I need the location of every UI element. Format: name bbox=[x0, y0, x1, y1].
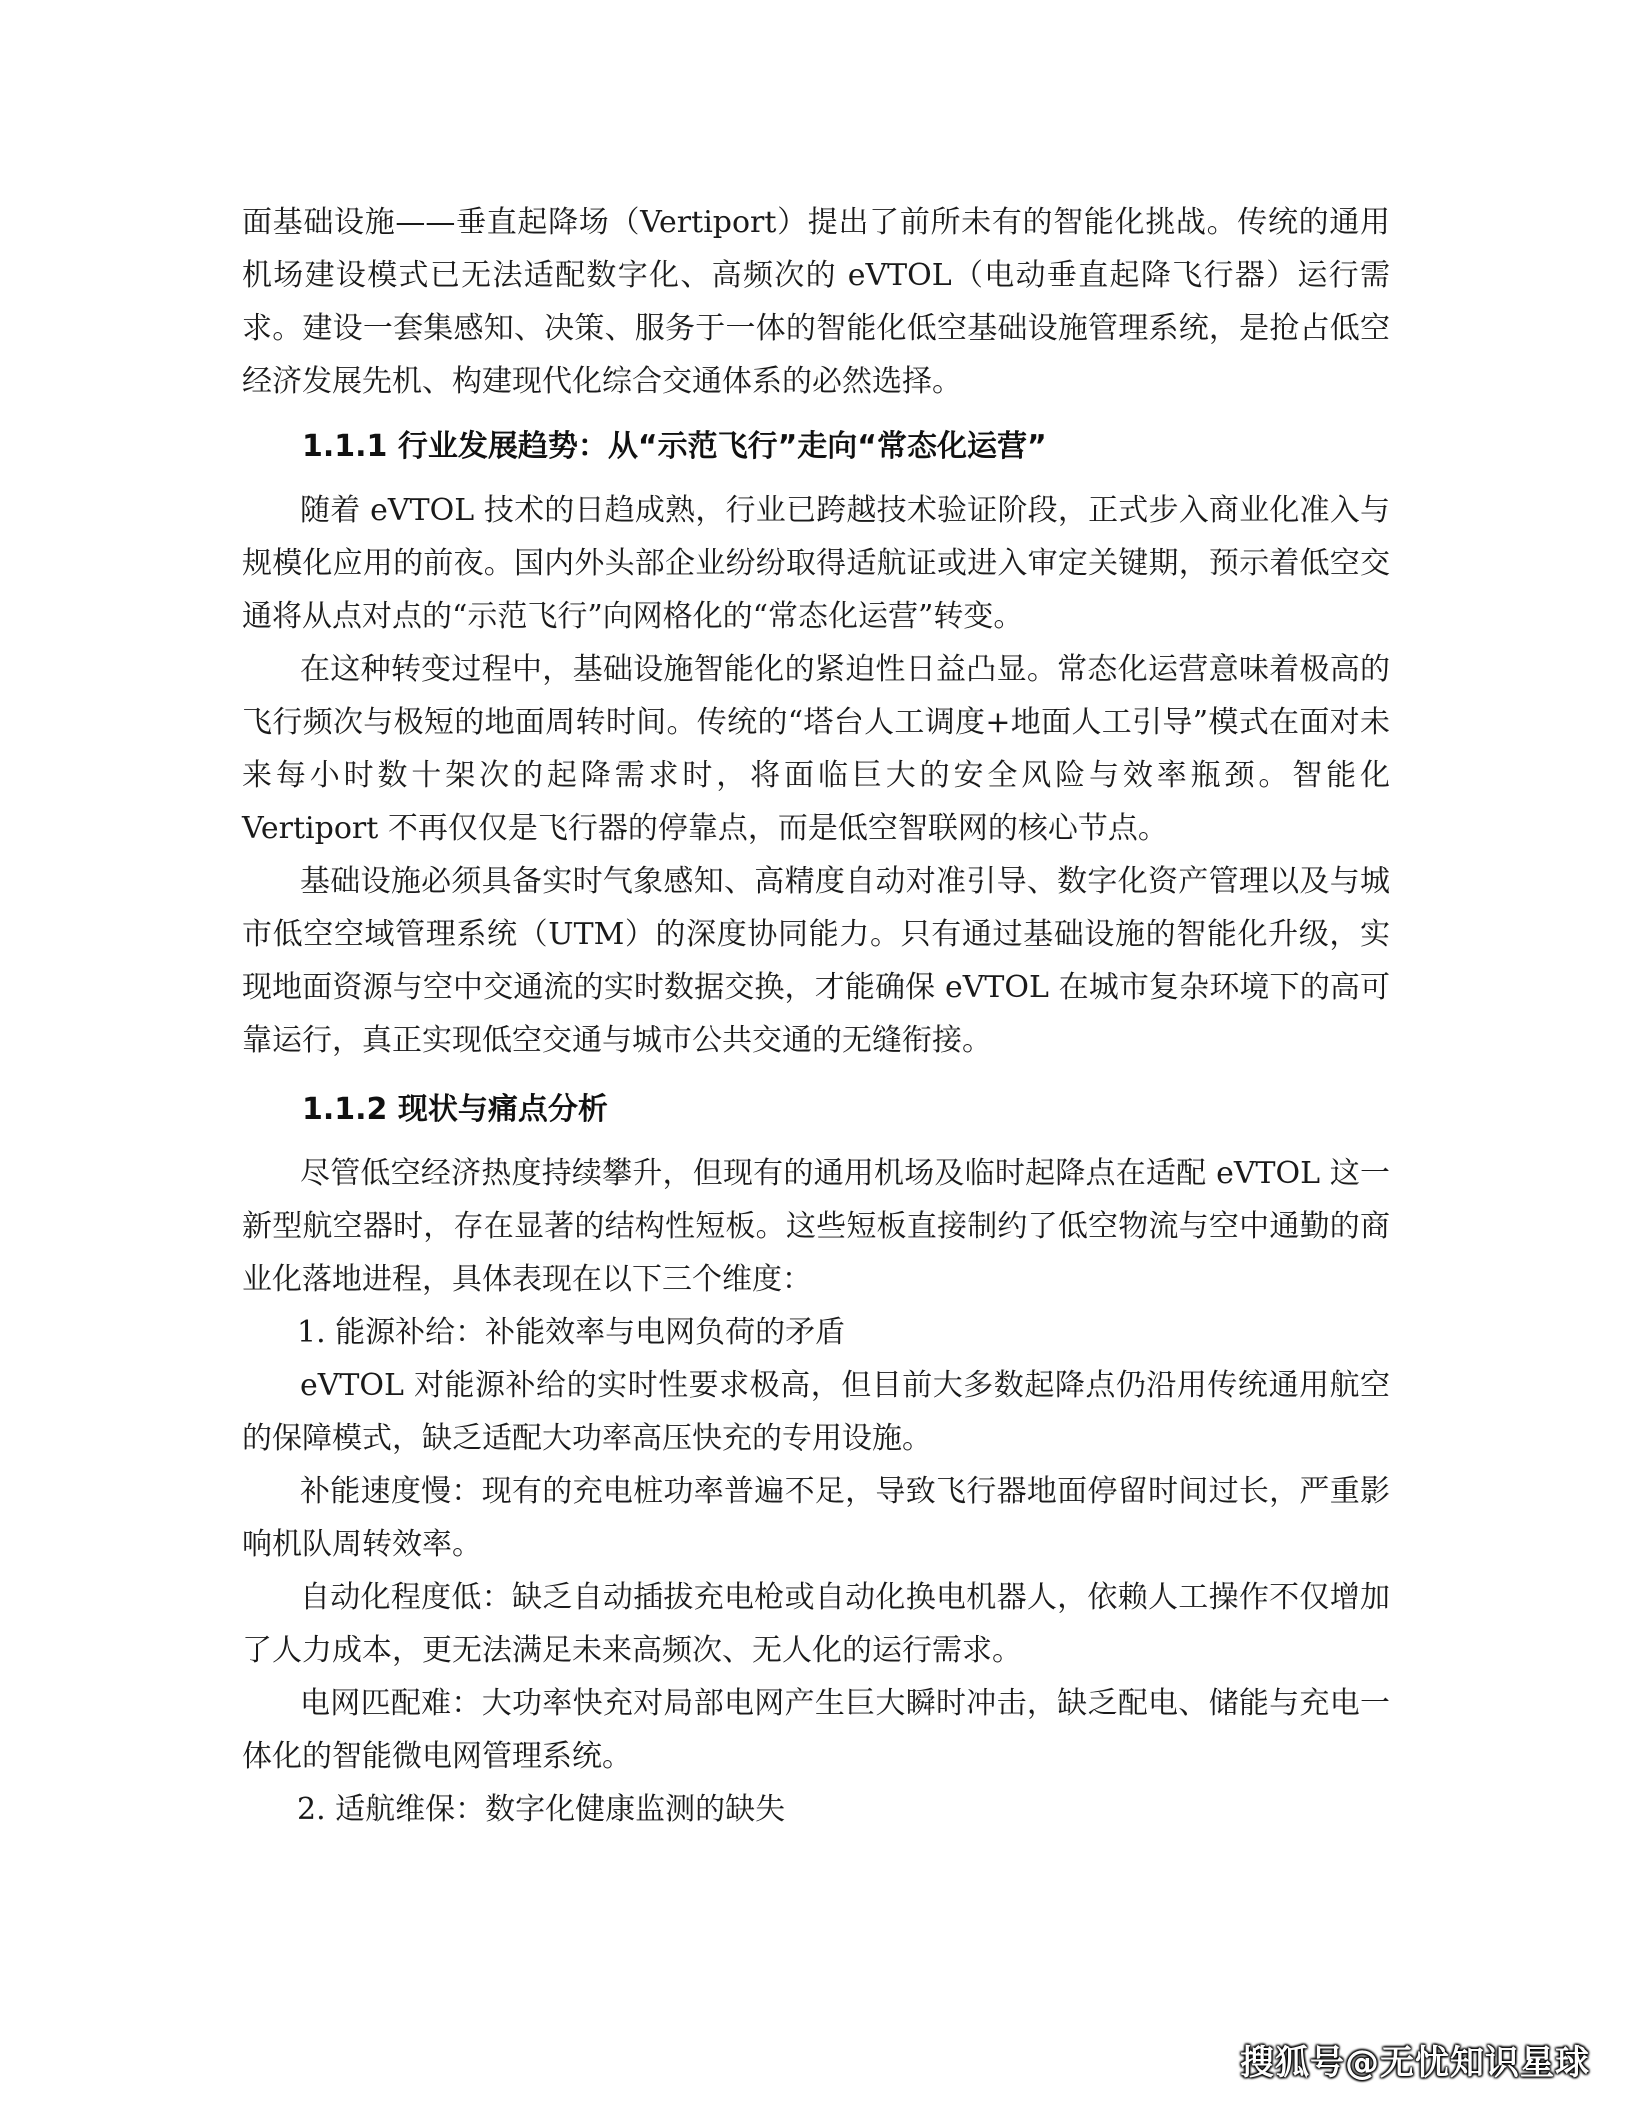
list-item-energy-title: 1. 能源补给：补能效率与电网负荷的矛盾 bbox=[297, 1315, 846, 1350]
paragraph-energy-2: 补能速度慢：现有的充电桩功率普遍不足，导致飞行器地面停留时间过长，严重影响机队周转效率。 bbox=[242, 1474, 1390, 1562]
paragraph-energy-1: eVTOL 对能源补给的实时性要求极高，但目前大多数起降点仍沿用传统通用航空的保障模式，缺乏适配大功率高压快充的专用设施。 bbox=[242, 1368, 1390, 1456]
intro-paragraph: 面基础设施——垂直起降场（Vertiport）提出了前所未有的智能化挑战。传统的通用机场建设模式已无法适配数字化、高频次的 eVTOL（电动垂直起降飞行器）运行需求。建设一套集感知、决策、服务于一体的智能化低空基础设施管理系统，是抢占低空经济发展先机、构建现代化综合交通体系的必然选择。 bbox=[242, 205, 1390, 399]
document-page bbox=[242, 196, 1390, 1836]
paragraph-trend-3: 基础设施必须具备实时气象感知、高精度自动对准引导、数字化资产管理以及与城市低空空域管理系统（UTM）的深度协同能力。只有通过基础设施的智能化升级，实现地面资源与空中交通流的实时数据交换，才能确保 eVTOL 在城市复杂环境下的高可靠运行，真正实现低空交通与城市公共交通的无缝衔接。 bbox=[242, 864, 1390, 1058]
paragraph-trend-1: 随着 eVTOL 技术的日趋成熟，行业已跨越技术验证阶段，正式步入商业化准入与规模化应用的前夜。国内外头部企业纷纷取得适航证或进入审定关键期，预示着低空交通将从点对点的“示范飞行”向网格化的“常态化运营”转变。 bbox=[242, 493, 1390, 634]
paragraph-trend-2: 在这种转变过程中，基础设施智能化的紧迫性日益凸显。常态化运营意味着极高的飞行频次与极短的地面周转时间。传统的“塔台人工调度+地面人工引导”模式在面对未来每小时数十架次的起降需求时，将面临巨大的安全风险与效率瓶颈。智能化 Vertiport 不再仅仅是飞行器的停靠点，而是低空智联网的核心节点。 bbox=[242, 652, 1390, 846]
watermark: 搜狐号@无忧知识星球 bbox=[1240, 2043, 1590, 2083]
section-heading-1-1-2: 1.1.2 现状与痛点分析 bbox=[302, 1092, 608, 1127]
paragraph-energy-3: 自动化程度低：缺乏自动插拔充电枪或自动化换电机器人，依赖人工操作不仅增加了人力成本，更无法满足未来高频次、无人化的运行需求。 bbox=[242, 1580, 1390, 1668]
section-heading-1-1-1: 1.1.1 行业发展趋势：从“示范飞行”走向“常态化运营” bbox=[302, 429, 1047, 464]
paragraph-energy-4: 电网匹配难：大功率快充对局部电网产生巨大瞬时冲击，缺乏配电、储能与充电一体化的智能微电网管理系统。 bbox=[242, 1686, 1390, 1774]
paragraph-status-intro: 尽管低空经济热度持续攀升，但现有的通用机场及临时起降点在适配 eVTOL 这一新型航空器时，存在显著的结构性短板。这些短板直接制约了低空物流与空中通勤的商业化落地进程，具体表现在以下三个维度： bbox=[242, 1156, 1390, 1297]
list-item-maintenance-title: 2. 适航维保：数字化健康监测的缺失 bbox=[297, 1792, 786, 1827]
